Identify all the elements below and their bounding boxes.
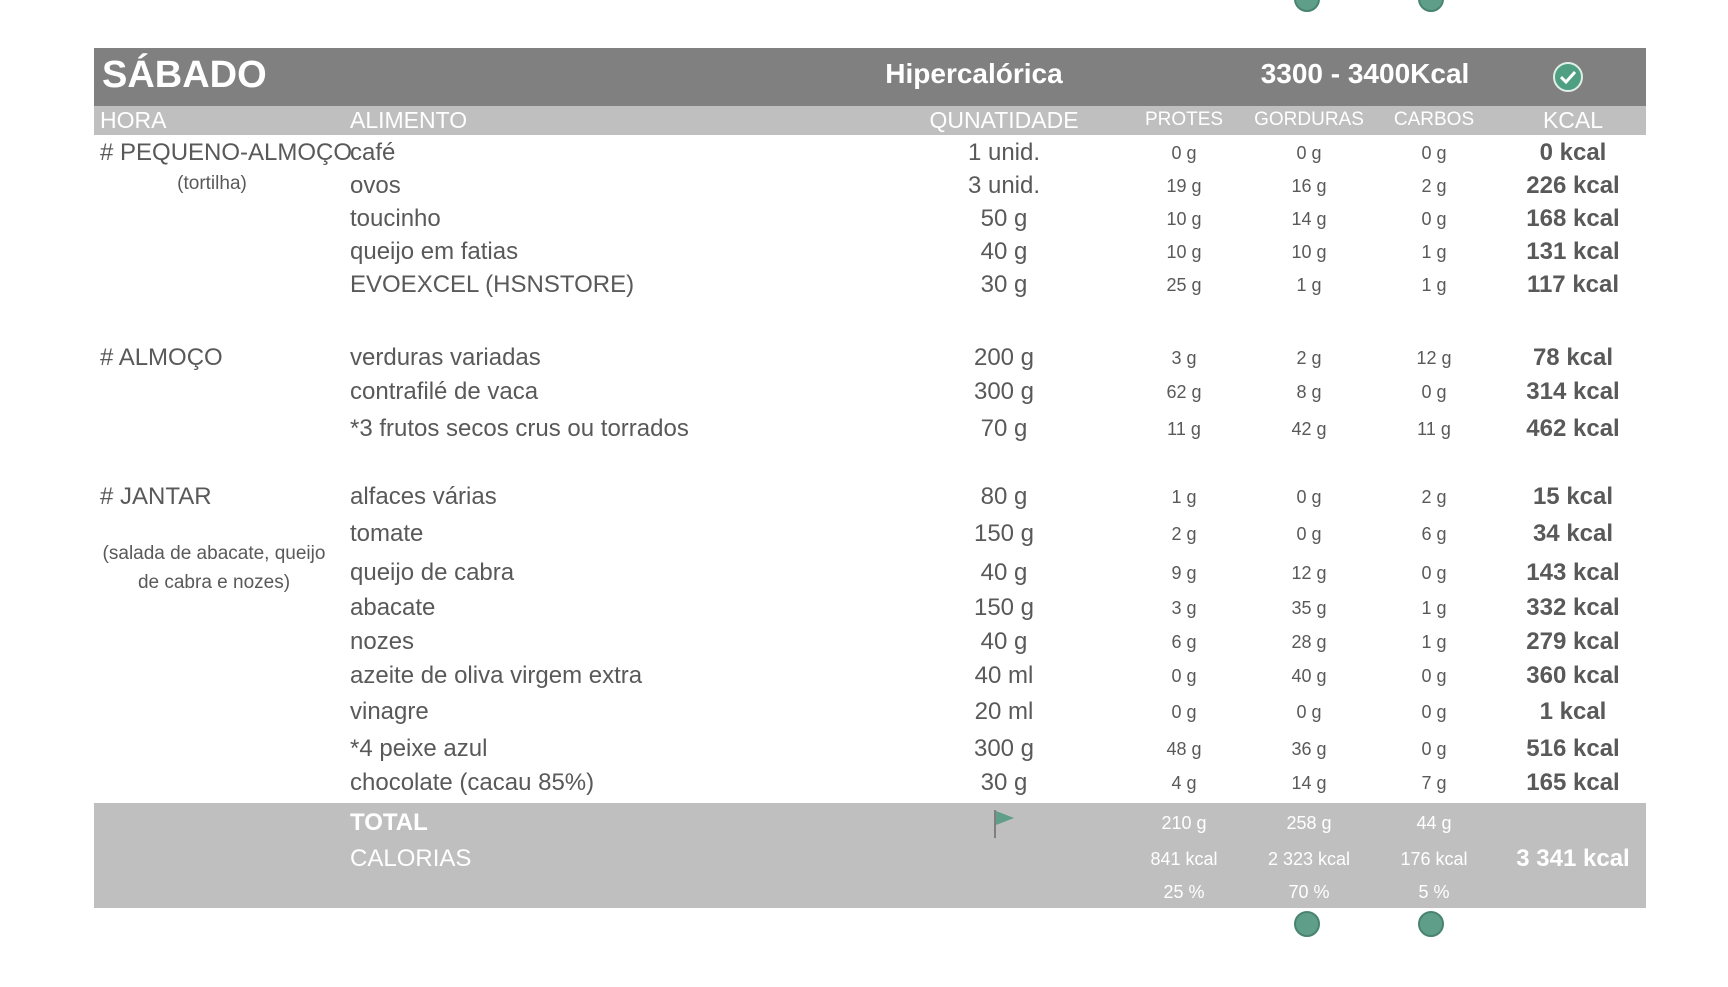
- food-kcal: 78 kcal: [1532, 344, 1614, 371]
- table-row: [94, 735, 1646, 765]
- table-row: [94, 238, 1646, 268]
- food-protein: 2 g: [1171, 524, 1197, 544]
- header-alimento: ALIMENTO: [350, 107, 468, 133]
- food-protein: 0 g: [1171, 143, 1197, 163]
- food-protein: 0 g: [1171, 666, 1197, 686]
- food-fat: 0 g: [1296, 524, 1322, 544]
- food-kcal: 34 kcal: [1532, 520, 1614, 547]
- total-protein-g: 210 g: [1161, 813, 1207, 833]
- food-carbs: 1 g: [1421, 598, 1447, 618]
- food-protein: 10 g: [1166, 242, 1202, 262]
- food-carbs: 11 g: [1417, 419, 1451, 439]
- food-carbs: 0 g: [1421, 382, 1447, 402]
- food-fat: 10 g: [1291, 242, 1327, 262]
- header-gorduras: GORDURAS: [1254, 109, 1364, 130]
- food-kcal: 165 kcal: [1526, 769, 1620, 796]
- food-name: toucinho: [350, 205, 441, 232]
- food-name: alfaces várias: [350, 483, 497, 510]
- food-protein: 3 g: [1171, 598, 1197, 618]
- table-row: [94, 344, 1646, 374]
- day-title: SÁBADO: [102, 54, 267, 96]
- food-name: EVOEXCEL (HSNSTORE): [350, 271, 635, 298]
- food-name: *4 peixe azul: [350, 735, 488, 762]
- food-name: chocolate (cacau 85%): [350, 769, 595, 796]
- meal-breakfast-note: (tortilha): [177, 173, 247, 194]
- meal-dinner-note-line1: (salada de abacate, queijo: [102, 543, 326, 564]
- food-carbs: 6 g: [1421, 524, 1447, 544]
- food-carbs: 0 g: [1421, 209, 1447, 229]
- meal-lunch-label: # ALMOÇO: [100, 344, 223, 371]
- food-protein: 6 g: [1171, 632, 1197, 652]
- food-quantity: 150 g: [973, 594, 1035, 621]
- food-quantity: 40 g: [980, 238, 1028, 265]
- table-row: [94, 415, 1646, 445]
- food-fat: 14 g: [1291, 209, 1327, 229]
- food-kcal: 117 kcal: [1526, 271, 1620, 298]
- food-protein: 11 g: [1167, 419, 1201, 439]
- food-quantity: 1 unid.: [967, 139, 1041, 166]
- food-quantity: 40 ml: [974, 662, 1034, 689]
- header-quantidade: QUNATIDADE: [929, 107, 1079, 133]
- food-name: queijo de cabra: [350, 559, 515, 586]
- food-name: verduras variadas: [350, 344, 541, 371]
- food-protein: 62 g: [1166, 382, 1202, 402]
- header-carbos: CARBOS: [1393, 109, 1475, 130]
- food-fat: 12 g: [1291, 563, 1327, 583]
- food-kcal: 314 kcal: [1526, 378, 1620, 405]
- food-fat: 0 g: [1296, 143, 1322, 163]
- food-fat: 0 g: [1296, 702, 1322, 722]
- food-name: ovos: [350, 172, 401, 199]
- total-label: TOTAL: [350, 809, 428, 836]
- food-fat: 8 g: [1296, 382, 1322, 402]
- food-protein: 48 g: [1166, 739, 1202, 759]
- food-name: *3 frutos secos crus ou torrados: [350, 415, 689, 442]
- food-kcal: 279 kcal: [1526, 628, 1620, 655]
- meal-dinner-label: # JANTAR: [100, 483, 212, 510]
- calories-label: CALORIAS: [350, 845, 472, 872]
- header-kcal: KCAL: [1542, 107, 1604, 133]
- table-row: [94, 139, 1646, 169]
- table-row: [94, 520, 1646, 550]
- table-row: [94, 628, 1646, 658]
- fat-kcal: 2 323 kcal: [1267, 849, 1351, 869]
- food-protein: 19 g: [1166, 176, 1202, 196]
- food-kcal: 462 kcal: [1526, 415, 1620, 442]
- food-kcal: 15 kcal: [1532, 483, 1614, 510]
- food-protein: 1 g: [1171, 487, 1197, 507]
- bottom-status-dot-carbs: [1418, 911, 1444, 937]
- food-kcal: 332 kcal: [1526, 594, 1620, 621]
- food-fat: 36 g: [1291, 739, 1327, 759]
- food-kcal: 143 kcal: [1526, 559, 1620, 586]
- table-row: [94, 483, 1646, 513]
- food-quantity: 40 g: [980, 559, 1028, 586]
- table-row: [94, 662, 1646, 692]
- food-protein: 3 g: [1171, 348, 1197, 368]
- food-name: queijo em fatias: [350, 238, 519, 265]
- food-quantity: 3 unid.: [967, 172, 1041, 199]
- food-kcal: 131 kcal: [1526, 238, 1620, 265]
- total-fat-g: 258 g: [1286, 813, 1332, 833]
- food-protein: 10 g: [1166, 209, 1202, 229]
- food-name: contrafilé de vaca: [350, 378, 539, 405]
- food-kcal: 0 kcal: [1539, 139, 1607, 166]
- food-carbs: 7 g: [1421, 773, 1447, 793]
- food-protein: 9 g: [1171, 563, 1197, 583]
- food-name: vinagre: [350, 698, 429, 725]
- food-quantity: 150 g: [973, 520, 1035, 547]
- food-fat: 1 g: [1296, 275, 1322, 295]
- kcal-range: 3300 - 3400Kcal: [1260, 58, 1470, 89]
- header-hora: HORA: [100, 107, 167, 133]
- table-row: [94, 172, 1646, 202]
- table-row: [94, 559, 1646, 589]
- food-name: tomate: [350, 520, 424, 547]
- carbs-percent: 5 %: [1418, 882, 1450, 902]
- food-kcal: 226 kcal: [1526, 172, 1620, 199]
- food-protein: 4 g: [1171, 773, 1197, 793]
- food-carbs: 2 g: [1421, 487, 1447, 507]
- food-name: abacate: [350, 594, 436, 621]
- food-quantity: 30 g: [980, 271, 1028, 298]
- food-protein: 0 g: [1171, 702, 1197, 722]
- diet-type: Hipercalórica: [885, 58, 1063, 89]
- food-fat: 2 g: [1296, 348, 1322, 368]
- food-quantity: 40 g: [980, 628, 1028, 655]
- meal-dinner-note-line2: de cabra e nozes): [137, 572, 291, 593]
- food-carbs: 0 g: [1421, 739, 1447, 759]
- food-fat: 14 g: [1291, 773, 1327, 793]
- food-carbs: 1 g: [1421, 275, 1447, 295]
- check-icon: [1553, 62, 1583, 92]
- food-quantity: 300 g: [973, 735, 1035, 762]
- food-quantity: 20 ml: [974, 698, 1034, 725]
- fat-percent: 70 %: [1288, 882, 1330, 902]
- top-status-dot-fat: [1294, 0, 1320, 12]
- food-fat: 0 g: [1296, 487, 1322, 507]
- food-kcal: 1 kcal: [1539, 698, 1607, 725]
- food-carbs: 2 g: [1421, 176, 1447, 196]
- table-row: [94, 769, 1646, 799]
- flag-icon: [992, 809, 1018, 844]
- meal-breakfast-label: # PEQUENO-ALMOÇO: [100, 139, 353, 166]
- food-fat: 42 g: [1291, 419, 1327, 439]
- protein-kcal: 841 kcal: [1150, 849, 1218, 869]
- food-quantity: 300 g: [973, 378, 1035, 405]
- food-fat: 16 g: [1291, 176, 1327, 196]
- food-carbs: 0 g: [1421, 666, 1447, 686]
- bottom-status-dot-fat: [1294, 911, 1320, 937]
- food-carbs: 0 g: [1421, 702, 1447, 722]
- food-quantity: 200 g: [973, 344, 1035, 371]
- header-protes: PROTES: [1144, 109, 1224, 130]
- food-quantity: 50 g: [980, 205, 1028, 232]
- food-kcal: 516 kcal: [1526, 735, 1620, 762]
- total-carbs-g: 44 g: [1416, 813, 1452, 833]
- food-fat: 28 g: [1291, 632, 1327, 652]
- food-fat: 35 g: [1291, 598, 1327, 618]
- column-header-row: [94, 106, 1646, 135]
- totals-footer: [94, 803, 1646, 908]
- food-carbs: 1 g: [1421, 632, 1447, 652]
- food-name: azeite de oliva virgem extra: [350, 662, 643, 689]
- food-quantity: 30 g: [980, 769, 1028, 796]
- food-carbs: 1 g: [1421, 242, 1447, 262]
- table-row: [94, 271, 1646, 301]
- top-status-dot-carbs: [1418, 0, 1444, 12]
- table-row: [94, 594, 1646, 624]
- total-kcal: 3 341 kcal: [1516, 845, 1630, 872]
- food-carbs: 0 g: [1421, 143, 1447, 163]
- protein-percent: 25 %: [1163, 882, 1205, 902]
- title-bar: [94, 48, 1646, 106]
- food-carbs: 12 g: [1416, 348, 1452, 368]
- food-name: nozes: [350, 628, 415, 655]
- food-kcal: 168 kcal: [1526, 205, 1620, 232]
- food-name: café: [350, 139, 396, 166]
- table-row: [94, 698, 1646, 728]
- food-protein: 25 g: [1166, 275, 1202, 295]
- carbs-kcal: 176 kcal: [1400, 849, 1468, 869]
- food-carbs: 0 g: [1421, 563, 1447, 583]
- food-fat: 40 g: [1291, 666, 1327, 686]
- food-quantity: 70 g: [980, 415, 1028, 442]
- food-quantity: 80 g: [980, 483, 1028, 510]
- table-row: [94, 378, 1646, 408]
- food-kcal: 360 kcal: [1526, 662, 1620, 689]
- table-row: [94, 205, 1646, 235]
